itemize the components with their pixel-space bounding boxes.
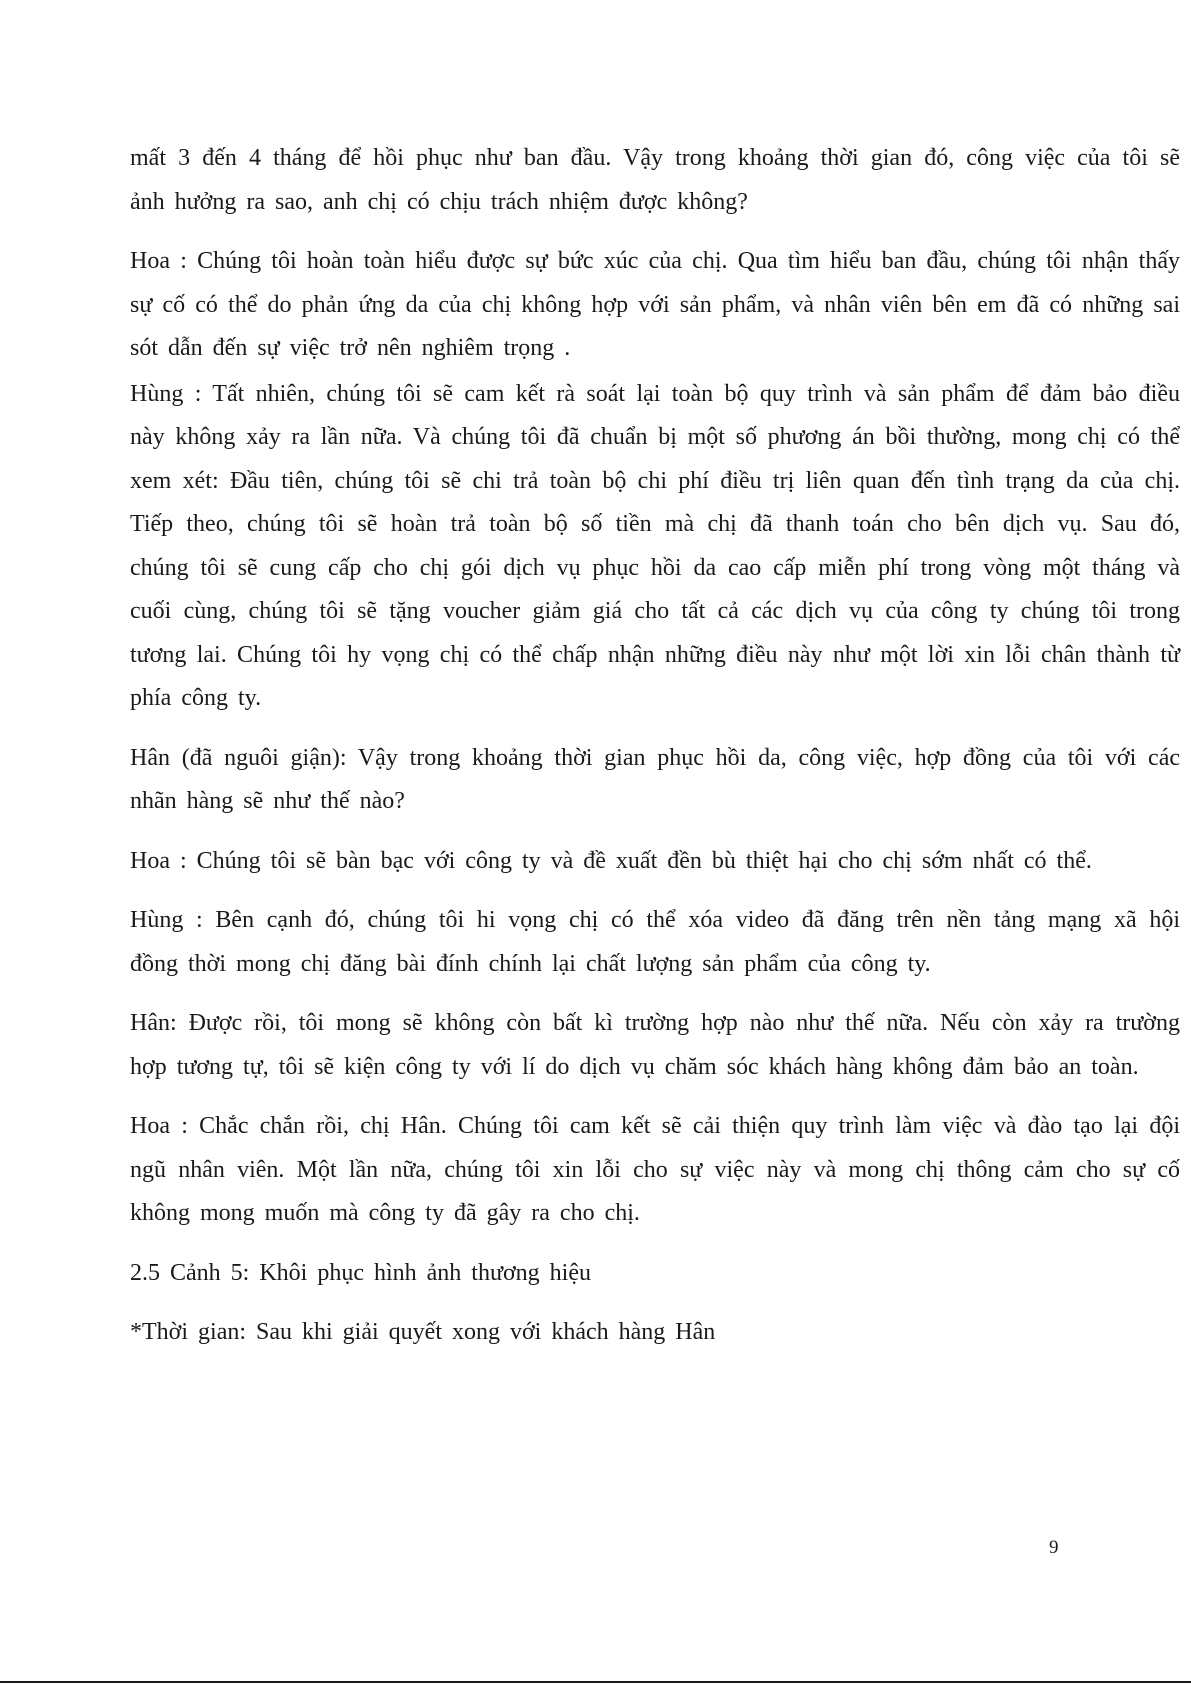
paragraph-han-agreement: Hân: Được rồi, tôi mong sẽ không còn bất kì trường hợp nào như thế nữa. Nếu còn xảy ra trường hợp tương tự, tôi sẽ kiện công ty với lí do dịch vụ chăm sóc khách hàng không đảm bảo an toàn.: [130, 1010, 1180, 1080]
section-heading-scene-5: 2.5 Cảnh 5: Khôi phục hình ảnh thương hiệu: [130, 1259, 591, 1286]
paragraph-continued-complaint: mất 3 đến 4 tháng để hồi phục như ban đầu. Vậy trong khoảng thời gian đó, công việc của tôi sẽ ảnh hưởng ra sao, anh chị có chịu trách nhiệm được không?: [130, 145, 1180, 215]
bottom-divider: [0, 1681, 1191, 1683]
paragraph-hoa-proposal: Hoa : Chúng tôi sẽ bàn bạc với công ty và đề xuất đền bù thiệt hại cho chị sớm nhất có thể.: [130, 847, 1092, 874]
paragraph-hoa-commitment: Hoa : Chắc chắn rồi, chị Hân. Chúng tôi cam kết sẽ cải thiện quy trình làm việc và đào tạo lại đội ngũ nhân viên. Một lần nữa, chúng tôi xin lỗi cho sự việc này và mong chị thông cảm cho sự cố không mong muốn mà công ty đã gây ra cho chị.: [130, 1113, 1180, 1226]
paragraph-han-question: Hân (đã nguôi giận): Vậy trong khoảng thời gian phục hồi da, công việc, hợp đồng của tôi với các nhãn hàng sẽ như thế nào?: [130, 744, 1180, 814]
paragraph-hoa-response: Hoa : Chúng tôi hoàn toàn hiểu được sự bức xúc của chị. Qua tìm hiểu ban đầu, chúng tôi nhận thấy sự cố có thể do phản ứng da của chị không hợp với sản phẩm, và nhân viên bên em đã có những sai sót dẫn đến sự việc trở nên nghiêm trọng .: [130, 248, 1180, 361]
paragraph-time-note: *Thời gian: Sau khi giải quyết xong với khách hàng Hân: [130, 1319, 716, 1345]
page-number: 9: [1049, 1537, 1059, 1558]
page-body: [130, 137, 1180, 1355]
paragraph-hung-compensation: Hùng : Tất nhiên, chúng tôi sẽ cam kết rà soát lại toàn bộ quy trình và sản phẩm để đảm bảo điều này không xảy ra lần nữa. Và chúng tôi đã chuẩn bị một số phương án bồi thường, mong chị có thể xem xét: Đầu tiên, chúng tôi sẽ chi trả toàn bộ chi phí điều trị liên quan đến tình trạng da của chị. Tiếp theo, chúng tôi sẽ hoàn trả toàn bộ số tiền mà chị đã thanh toán cho bên dịch vụ. Sau đó, chúng tôi sẽ cung cấp cho chị gói dịch vụ phục hồi da cao cấp miễn phí trong vòng một tháng và cuối cùng, chúng tôi sẽ tặng voucher giảm giá cho tất cả các dịch vụ của công ty chúng tôi trong tương lai. Chúng tôi hy vọng chị có thể chấp nhận những điều này như một lời xin lỗi chân thành từ phía công ty.: [130, 380, 1180, 711]
paragraph-hung-request: Hùng : Bên cạnh đó, chúng tôi hi vọng chị có thể xóa video đã đăng trên nền tảng mạng xã hội đồng thời mong chị đăng bài đính chính lại chất lượng sản phẩm của công ty.: [130, 907, 1180, 977]
